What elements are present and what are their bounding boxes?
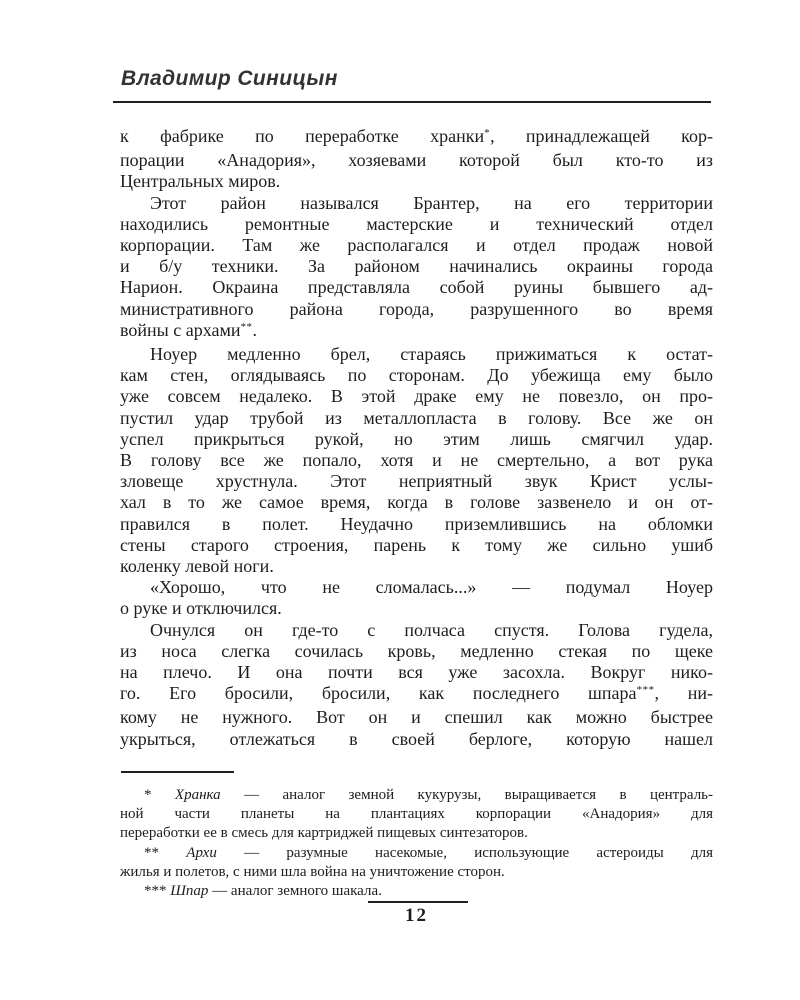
- text-segment: войны с архами: [120, 319, 241, 340]
- text-line: [120, 214, 713, 235]
- text-segment: **: [144, 844, 187, 861]
- text-line: [120, 492, 713, 513]
- text-segment: Центральных миров.: [120, 171, 281, 192]
- text-line: [120, 662, 713, 683]
- page-number: 12: [405, 905, 428, 926]
- text-segment: к фабрике по переработке хранки: [120, 126, 485, 146]
- footnote: [120, 786, 713, 844]
- text-line: [120, 620, 713, 641]
- text-segment: , принадлежащей кор-: [490, 126, 713, 146]
- text-line: [120, 514, 713, 535]
- text-segment: стены старого строения, парень к тому же сильно ушиб: [120, 534, 713, 555]
- text-segment: Нарион. Окраина представляла собой руины бывшего ад-: [120, 277, 713, 298]
- text-segment: В голову все же попало, хотя и не смертельно, а вот рука: [120, 450, 713, 471]
- text-segment: успел прикрыться рукой, но этим лишь смягчил удар.: [120, 428, 713, 449]
- text-segment: Ноуер медленно брел, стараясь прижиматься к остат-: [150, 344, 713, 365]
- text-line: [120, 150, 713, 171]
- text-segment: о руке и отключился.: [120, 598, 282, 619]
- text-line: [120, 235, 713, 256]
- text-line: [120, 707, 713, 728]
- text-segment: министративного района города, разрушенного во время: [120, 298, 713, 319]
- footnotes-block: [120, 786, 713, 901]
- footnote-line: [120, 805, 713, 824]
- text-segment: — аналог земного шакала.: [208, 883, 382, 900]
- body-text: [120, 126, 713, 750]
- text-line: [120, 577, 713, 598]
- text-line: [120, 126, 713, 150]
- header-rule: [113, 101, 711, 103]
- running-header-author: Владимир Синицын: [121, 67, 338, 90]
- text-segment: Этот район назывался Брантер, на его территории: [150, 192, 713, 213]
- text-line: [120, 598, 713, 619]
- text-line: [120, 450, 713, 471]
- text-segment: находились ремонтные мастерские и технический отдел: [120, 213, 713, 234]
- text-segment: кому не нужного. Вот он и спешил как можно быстрее: [120, 707, 713, 728]
- footnote-marker: *: [484, 127, 491, 139]
- text-segment: уже совсем недалеко. В этой драке ему не повезло, он про-: [120, 386, 713, 407]
- text-line: [120, 683, 713, 707]
- text-segment: коленку левой ноги.: [120, 556, 274, 577]
- text-segment: *: [144, 787, 175, 803]
- text-line: [120, 256, 713, 277]
- text-segment: переработки ее в смесь для картриджей пищевых синтезаторов.: [120, 825, 528, 842]
- text-segment: зловеще хрустнула. Этот неприятный звук Крист услы-: [120, 471, 713, 492]
- footnote-line: [120, 863, 713, 882]
- text-segment: хал в то же самое время, когда в голове зазвенело и он от-: [120, 492, 713, 513]
- text-line: [120, 277, 713, 298]
- text-line: [120, 386, 713, 407]
- footnote-line: [120, 844, 713, 863]
- text-segment: Очнулся он где-то с полчаса спустя. Голова гудела,: [150, 619, 713, 640]
- text-line: [120, 535, 713, 556]
- footnote-marker: ***: [636, 684, 655, 697]
- footnote-term: Хранка: [174, 787, 221, 803]
- text-line: [120, 171, 713, 192]
- text-segment: — разумные насекомые, использующие астероиды для: [216, 844, 713, 861]
- text-line: [120, 729, 713, 750]
- footnote-line: [120, 786, 713, 805]
- text-segment: кам стен, оглядываясь по сторонам. До убежища ему было: [120, 365, 713, 386]
- text-segment: правился в полет. Неудачно приземлившись на обломки: [120, 513, 713, 534]
- text-line: [120, 320, 713, 344]
- text-segment: го. Его бросили, бросили, как последнего шпара: [120, 683, 637, 704]
- text-segment: ***: [144, 883, 171, 900]
- text-line: [120, 299, 713, 320]
- footnote-term: Шпар: [170, 883, 209, 900]
- text-line: [120, 365, 713, 386]
- text-segment: жилья и полетов, с ними шла война на уничтожение сторон.: [120, 863, 505, 880]
- footnote-line: [120, 824, 713, 843]
- text-segment: укрыться, отлежаться в своей берлоге, которую нашел: [120, 728, 713, 749]
- text-segment: , ни-: [654, 683, 714, 704]
- text-line: [120, 471, 713, 492]
- text-line: [120, 556, 713, 577]
- page-number-rule: [368, 901, 468, 903]
- text-segment: на плечо. И она почти вся уже засохла. Вокруг нико-: [120, 662, 713, 683]
- text-segment: ной части планеты на плантациях корпорации «Анадория» для: [120, 806, 713, 823]
- footnote-line: [120, 882, 713, 901]
- footnote: [120, 844, 713, 882]
- footnote-term: Архи: [186, 844, 217, 861]
- text-segment: и б/у техники. За районом начинались окраины города: [120, 256, 713, 277]
- paragraph: [120, 620, 713, 750]
- paragraph: [120, 126, 713, 193]
- paragraph: [120, 193, 713, 344]
- text-segment: «Хорошо, что не сломалась...» — подумал Ноуер: [150, 577, 713, 598]
- text-segment: порации «Анадория», хозяевами которой был кто-то из: [120, 150, 713, 171]
- text-segment: .: [252, 319, 257, 340]
- text-line: [120, 641, 713, 662]
- footnote-marker: **: [240, 320, 253, 333]
- paragraph: [120, 577, 713, 619]
- text-line: [120, 429, 713, 450]
- text-line: [120, 193, 713, 214]
- text-segment: — аналог земной кукурузы, выращивается в централь-: [220, 787, 714, 803]
- text-segment: из носа слегка сочилась кровь, медленно стекая по щеке: [120, 640, 713, 661]
- text-line: [120, 344, 713, 365]
- footnote: [120, 882, 713, 901]
- text-segment: корпорации. Там же располагался и отдел продаж новой: [120, 235, 713, 256]
- text-segment: пустил удар трубой из металлопласта в голову. Все же он: [120, 407, 713, 428]
- paragraph: [120, 344, 713, 577]
- text-line: [120, 408, 713, 429]
- footnote-separator-rule: [121, 771, 234, 773]
